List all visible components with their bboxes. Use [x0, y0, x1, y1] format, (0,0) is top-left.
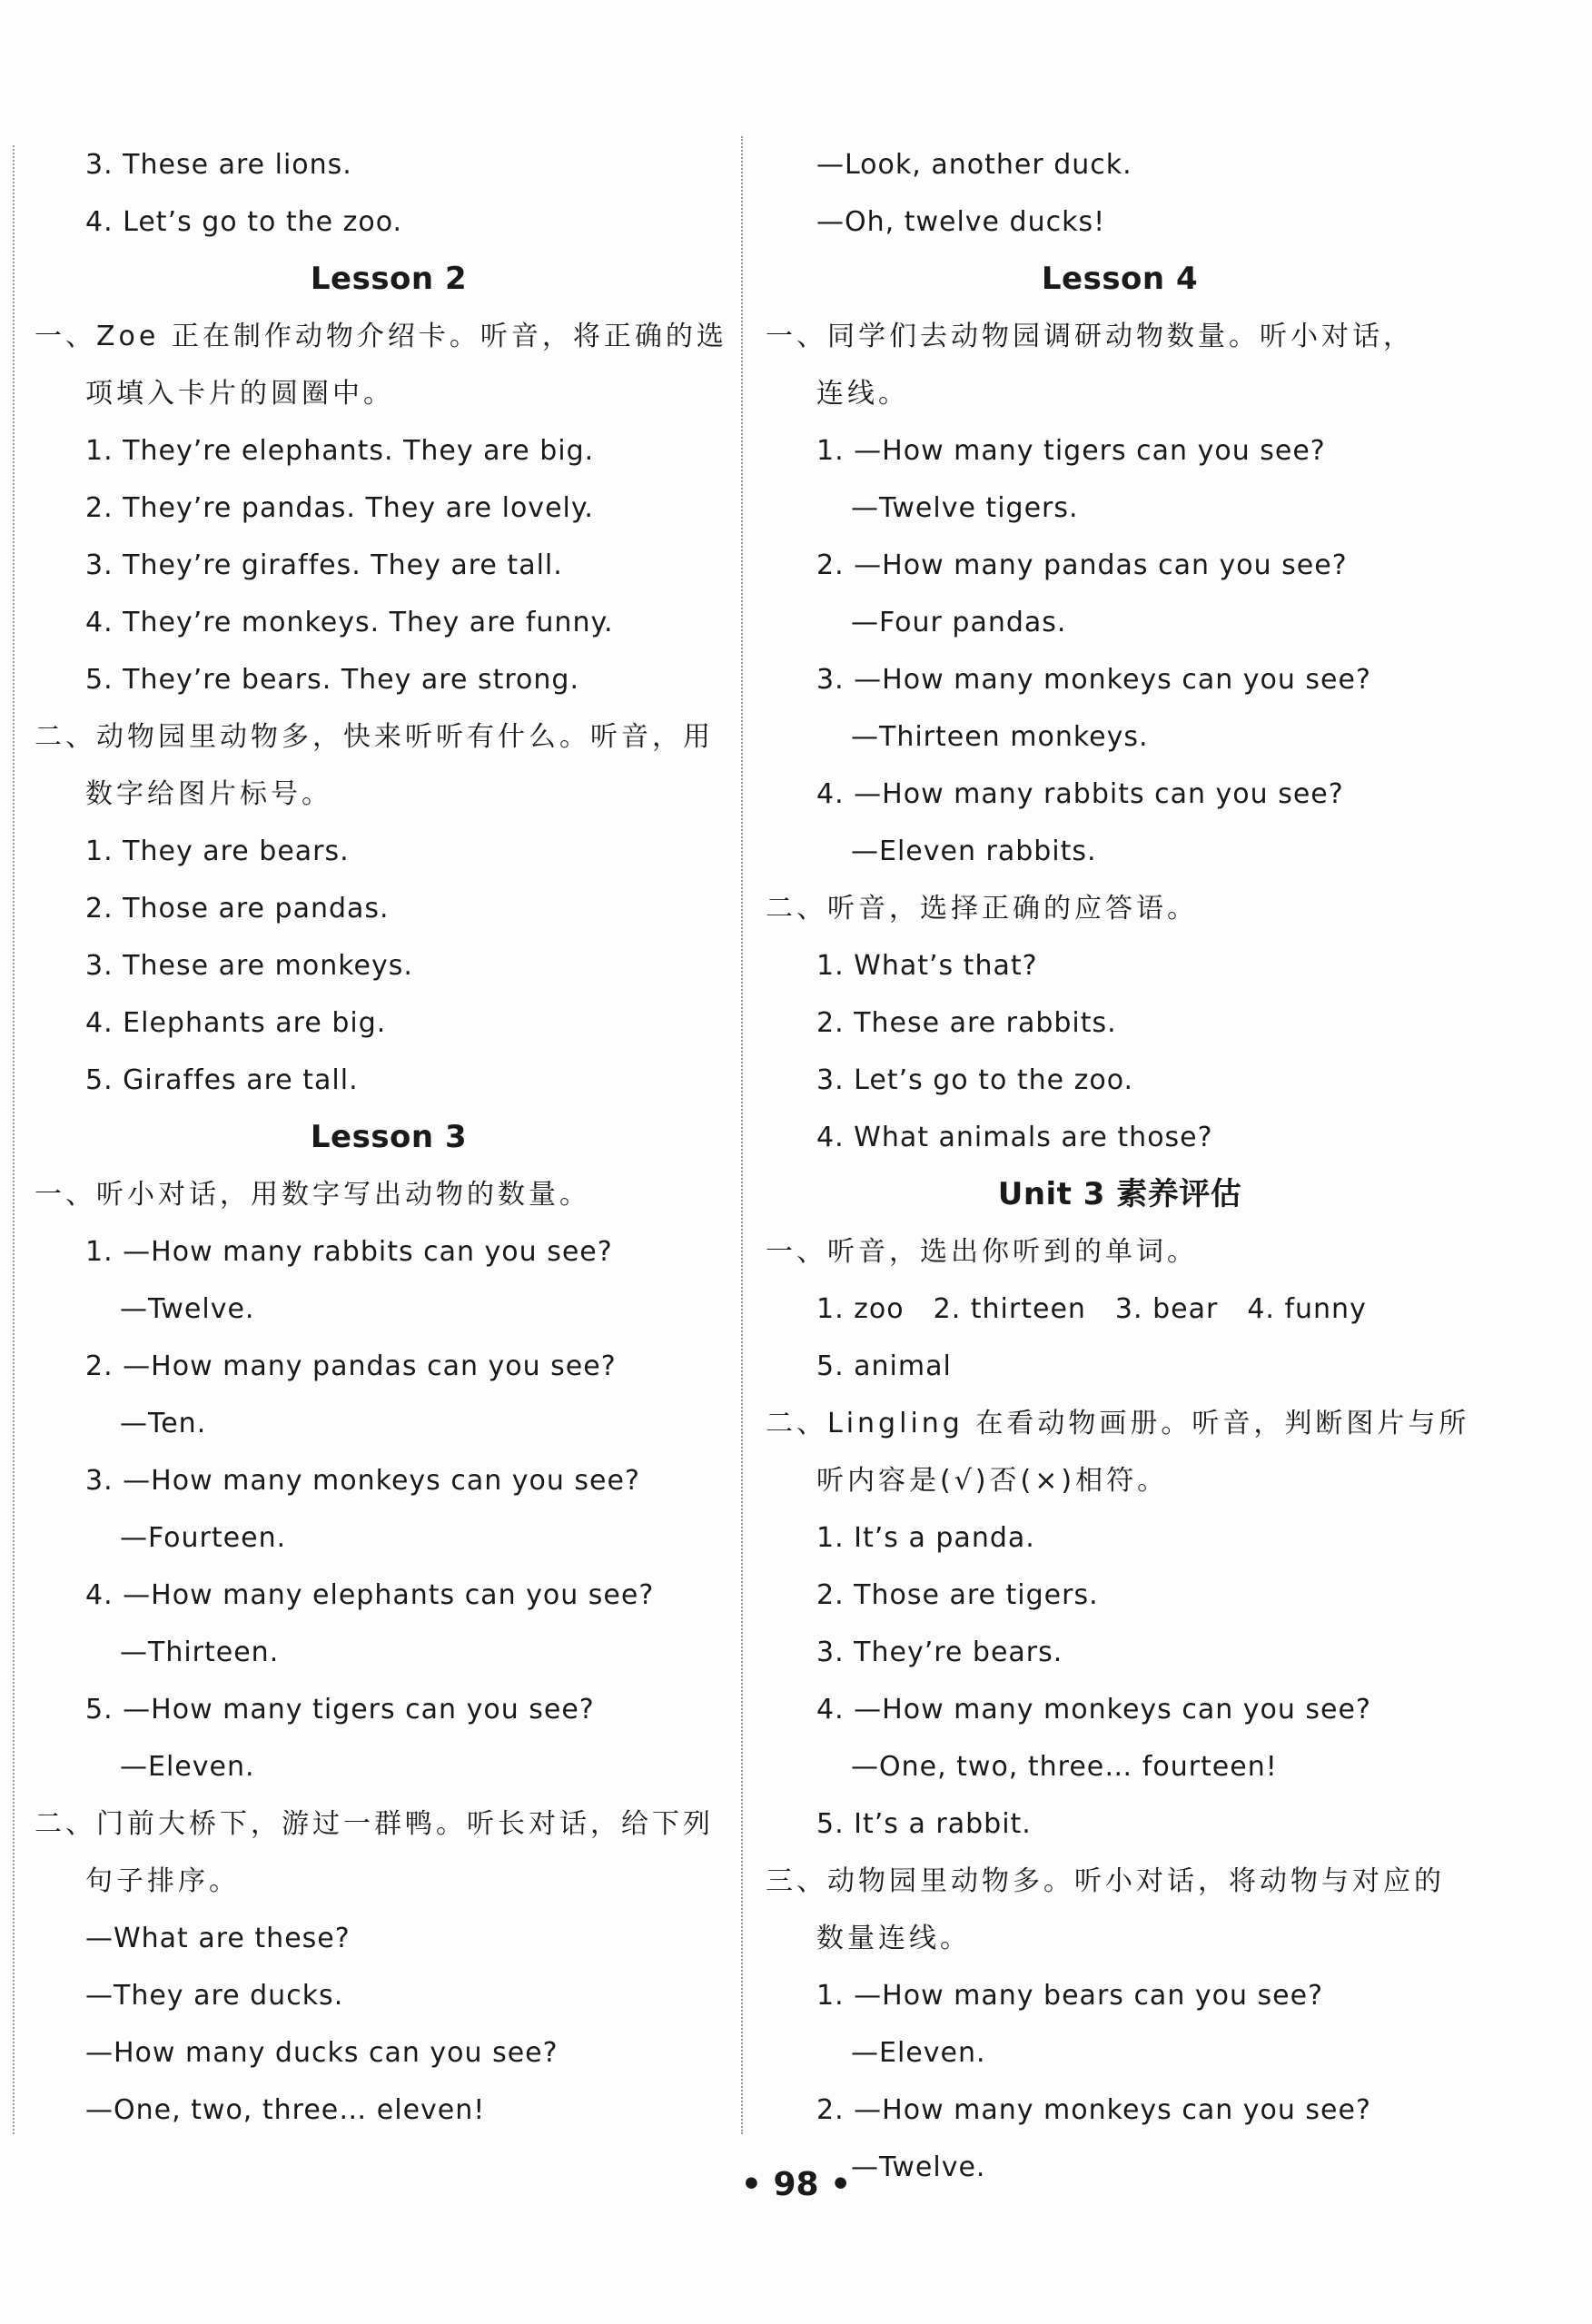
question-line: 连线。 [816, 378, 909, 410]
answer-line: —Thirteen. [120, 1637, 280, 1668]
word-item: 4. funny [1247, 1293, 1367, 1325]
section-instruction: 一、Zoe 正在制作动物介绍卡。听音，将正确的选 [35, 321, 727, 352]
question-line: 3. These are lions. [85, 149, 352, 181]
answer-line: —Eleven. [120, 1751, 255, 1783]
question-line: 句子排序。 [85, 1865, 240, 1897]
answer-line: —Twelve tigers. [851, 492, 1079, 524]
word-list [766, 1281, 1474, 1338]
question-line: —Look, another duck. [816, 149, 1132, 181]
question-line: 1. —How many rabbits can you see? [85, 1236, 613, 1268]
question-line: —One, two, three… eleven! [85, 2094, 486, 2126]
question-line: 4. —How many rabbits can you see? [816, 778, 1344, 810]
question-line: 4. What animals are those? [816, 1122, 1213, 1153]
section-instruction: 一、听音，选出你听到的单词。 [766, 1236, 1198, 1268]
question-line: 1. They are bears. [85, 836, 350, 867]
question-line: 1. They’re elephants. They are big. [85, 435, 595, 467]
question-line: 3. Let’s go to the zoo. [816, 1064, 1134, 1096]
question-line: 3. They’re giraffes. They are tall. [85, 549, 563, 581]
answer-line: —One, two, three… fourteen! [851, 1751, 1278, 1783]
word-item: 2. thirteen [933, 1293, 1086, 1325]
word-item: 3. bear [1114, 1293, 1219, 1325]
answer-line: —Twelve. [851, 2151, 986, 2183]
question-line: 5. animal [816, 1350, 952, 1382]
answer-line: —Fourteen. [120, 1522, 287, 1554]
answer-line: —Twelve. [120, 1293, 255, 1325]
question-line: —How many ducks can you see? [85, 2037, 559, 2069]
question-line: 5. It’s a rabbit. [816, 1808, 1032, 1840]
left-margin-rule [13, 145, 15, 2134]
question-line: 2. They’re pandas. They are lovely. [85, 492, 594, 524]
lesson-heading: Lesson 2 [310, 261, 468, 297]
question-line: 1. —How many bears can you see? [816, 1980, 1323, 2012]
question-line: 1. —How many tigers can you see? [816, 435, 1326, 467]
question-line: 4. Elephants are big. [85, 1007, 387, 1039]
question-line: 2. Those are tigers. [816, 1579, 1099, 1611]
lesson-heading: Lesson 4 [1041, 261, 1199, 297]
left-column [35, 136, 743, 2139]
question-line: 2. —How many monkeys can you see? [816, 2094, 1371, 2126]
question-line: 1. It’s a panda. [816, 1522, 1035, 1554]
question-line: 3. —How many monkeys can you see? [85, 1465, 640, 1497]
question-line: 5. Giraffes are tall. [85, 1064, 359, 1096]
answer-line: —Ten. [120, 1408, 207, 1439]
question-line: 4. —How many elephants can you see? [85, 1579, 655, 1611]
section-instruction: 一、同学们去动物园调研动物数量。听小对话， [766, 321, 1414, 352]
section-instruction: 二、门前大桥下，游过一群鸭。听长对话，给下列 [35, 1808, 714, 1840]
question-line: —What are these? [85, 1923, 351, 1954]
section-instruction: 二、Lingling 在看动物画册。听音，判断图片与所 [766, 1408, 1470, 1439]
question-line: 3. They’re bears. [816, 1637, 1063, 1668]
question-line: 5. They’re bears. They are strong. [85, 664, 579, 696]
page-number: • 98 • [740, 2166, 852, 2203]
question-line: 2. —How many pandas can you see? [85, 1350, 617, 1382]
section-instruction: 三、动物园里动物多。听小对话，将动物与对应的 [766, 1865, 1445, 1897]
answer-line: —Four pandas. [851, 607, 1067, 638]
question-line: 2. These are rabbits. [816, 1007, 1117, 1039]
right-column [766, 136, 1474, 2196]
question-line: 5. —How many tigers can you see? [85, 1694, 595, 1726]
question-line: 2. —How many pandas can you see? [816, 549, 1348, 581]
section-instruction: 二、动物园里动物多，快来听听有什么。听音，用 [35, 721, 714, 753]
question-line: 4. —How many monkeys can you see? [816, 1694, 1371, 1726]
question-line: 4. They’re monkeys. They are funny. [85, 607, 614, 638]
question-line: 听内容是(√)否(×)相符。 [816, 1465, 1169, 1497]
question-line: 4. Let’s go to the zoo. [85, 206, 403, 238]
question-line: 3. These are monkeys. [85, 950, 413, 982]
section-instruction: 一、听小对话，用数字写出动物的数量。 [35, 1179, 590, 1211]
lesson-heading: Lesson 3 [310, 1119, 468, 1155]
question-line: 2. Those are pandas. [85, 893, 390, 925]
question-line: 1. What’s that? [816, 950, 1038, 982]
answer-line: —Eleven rabbits. [851, 836, 1097, 867]
question-line: 项填入卡片的圆圈中。 [85, 378, 394, 410]
answer-line: —Thirteen monkeys. [851, 721, 1149, 753]
question-line: —Oh, twelve ducks! [816, 206, 1106, 238]
lesson-heading: Unit 3 素养评估 [997, 1176, 1242, 1212]
question-line: 3. —How many monkeys can you see? [816, 664, 1371, 696]
question-line: 数量连线。 [816, 1923, 971, 1954]
question-line: —They are ducks. [85, 1980, 344, 2012]
answer-line: —Eleven. [851, 2037, 986, 2069]
question-line: 数字给图片标号。 [85, 778, 332, 810]
word-item: 1. zoo [816, 1293, 905, 1325]
section-instruction: 二、听音，选择正确的应答语。 [766, 893, 1198, 925]
